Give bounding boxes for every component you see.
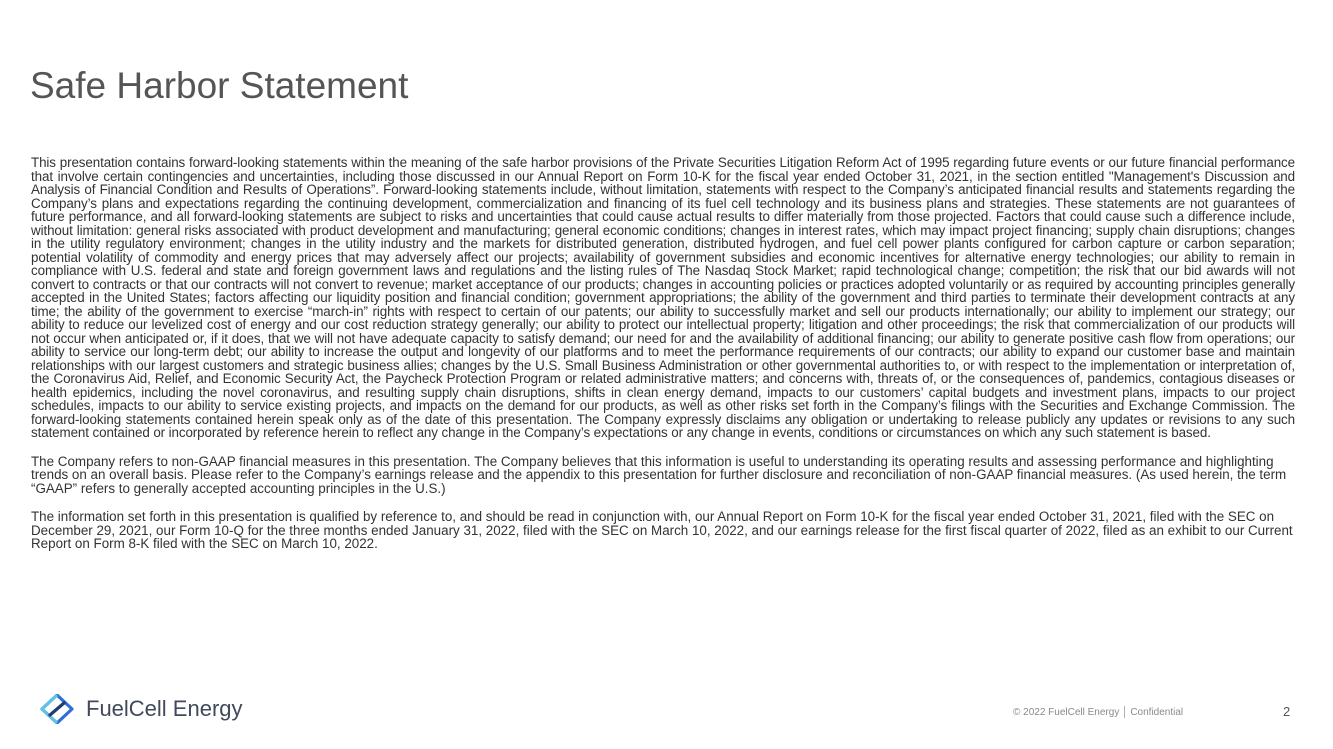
safe-harbor-body — [31, 156, 1295, 551]
non-gaap-paragraph: The Company refers to non-GAAP financial measures in this presentation. The Company believes that this information is useful to understanding its operating results and assessing performance and highlighting trends on an overall basis. Please refer to the Company’s earnings release and the appendix to this presentation for further disclosure and reconciliation of non-GAAP financial measures. (As used herein, the term “GAAP” refers to generally accepted accounting principles in the U.S.) — [31, 453, 1287, 496]
footer-divider — [1124, 706, 1125, 718]
forward-looking-statements-paragraph: This presentation contains forward-looking statements within the meaning of the safe harbor provisions of the Private Securities Litigation Reform Act of 1995 regarding future events or our future financial performance that involve certain contingencies and uncertainties, including those discussed in our Annual Report on Form 10-K for the fiscal year ended October 31, 2021, in the section entitled "Management's Discussion and Analysis of Financial Condition and Results of Operations”. Forward-looking statements include, without limitation, statements with respect to the Company’s anticipated financial results and statements regarding the Company’s plans and expectations regarding the continuing development, commercialization and financing of its fuel cell technology and its business plans and strategies. These statements are not guarantees of future performance, and all forward-looking statements are subject to risks and uncertainties that could cause actual results to differ materially from those projected. Factors that could cause such a difference include, without limitation: general risks associated with product development and manufacturing; general economic conditions; changes in interest rates, which may impact project financing; supply chain disruptions; changes in the utility regulatory environment; changes in the utility industry and the markets for distributed generation, distributed hydrogen, and fuel cell power plants configured for carbon capture or carbon separation; potential volatility of commodity and energy prices that may adversely affect our projects; availability of government subsidies and economic incentives for alternative energy technologies; our ability to remain in compliance with U.S. federal and state and foreign government laws and regulations and the listing rules of The Nasdaq Stock Market; rapid technological change; competition; the risk that our bid awards will not convert to contracts or that our contracts will not convert to revenue; market acceptance of our products; changes in accounting policies or practices adopted voluntarily or as required by accounting principles generally accepted in the United States; factors affecting our liquidity position and financial condition; government appropriations; the ability of the government and third parties to terminate their development contracts at any time; the ability of the government to exercise “march-in” rights with respect to certain of our patents; our ability to successfully market and sell our products internationally; our ability to implement our strategy; our ability to reduce our levelized cost of energy and our cost reduction strategy generally; our ability to protect our intellectual property; litigation and other proceedings; the risk that commercialization of our products will not occur when anticipated or, if it does, that we will not have adequate capacity to satisfy demand; our need for and the availability of additional financing; our ability to generate positive cash flow from operations; our ability to service our long-term debt; our ability to increase the output and longevity of our platforms and to meet the performance requirements of our contracts; our ability to expand our customer base and maintain relationships with our largest customers and strategic business allies; changes by the U.S. Small Business Administration or other governmental authorities to, or with respect to the implementation or interpretation of, the Coronavirus Aid, Relief, and Economic Security Act, the Paycheck Protection Program or related administrative matters; and concerns with, threats of, or the consequences of, pandemics, contagious diseases or health epidemics, including the novel coronavirus, and resulting supply chain disruptions, shifts in clean energy demand, impacts to our customers’ capital budgets and investment plans, impacts to our project schedules, impacts to our ability to service existing projects, and impacts on the demand for our products, as well as other risks set forth in the Company’s filings with the Securities and Exchange Commission. The forward-looking statements contained herein speak only as of the date of this presentation. The Company expressly disclaims any obligation or undertaking to release publicly any updates or revisions to any such statement contained or incorporated by reference herein to reflect any change in the Company’s expectations or any change in events, conditions or circumstances on which any such statement is based. — [31, 155, 1295, 440]
information-qualification-paragraph: The information set forth in this presentation is qualified by reference to, and should be read in conjunction with, our Annual Report on Form 10-K for the fiscal year ended October 31, 2021, filed with the SEC on December 29, 2021, our Form 10-Q for the three months ended January 31, 2022, filed with the SEC on March 10, 2022, and our earnings release for the first fiscal quarter of 2022, filed as an exhibit to our Current Report on Form 8-K filed with the SEC on March 10, 2022. — [31, 509, 1293, 551]
company-logo — [40, 694, 243, 724]
fuelcell-diamond-logo-icon — [40, 694, 74, 724]
copyright-text: © 2022 FuelCell Energy — [1013, 706, 1120, 718]
page-number: 2 — [1283, 704, 1291, 719]
logo-text: FuelCell Energy — [86, 696, 243, 721]
footer-legal — [1013, 706, 1183, 718]
confidential-label: Confidential — [1130, 706, 1184, 718]
slide-title: Safe Harbor Statement — [30, 65, 409, 106]
